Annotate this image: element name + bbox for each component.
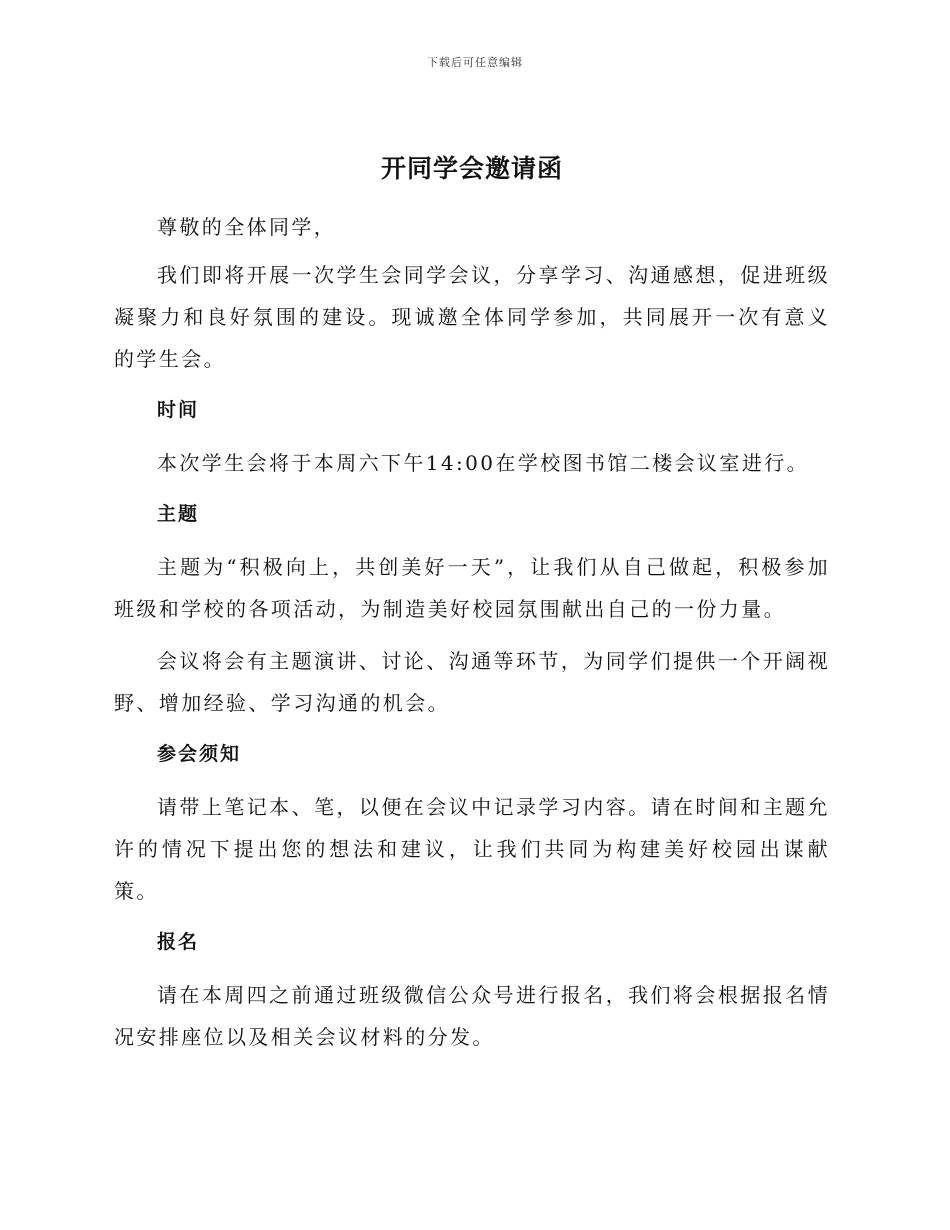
section-paragraph: 请在本周四之前通过班级微信公众号进行报名，我们将会根据报名情况安排座位以及相关会议材料的分发。 xyxy=(114,983,830,1049)
section-registration xyxy=(114,922,830,1058)
section-heading: 报名 xyxy=(157,931,200,953)
salutation: 尊敬的全体同学， xyxy=(157,215,337,239)
page-header-note: 下载后可任意编辑 xyxy=(427,56,523,69)
document-body xyxy=(114,152,830,1068)
section-notice xyxy=(114,734,830,912)
section-time xyxy=(114,390,830,484)
section-heading: 参会须知 xyxy=(157,743,242,765)
section-heading: 主题 xyxy=(157,503,200,525)
section-paragraph: 主题为“积极向上，共创美好一天”，让我们从自己做起，积极参加班级和学校的各项活动，为制造美好校园氛围献出自己的一份力量。 xyxy=(114,555,830,621)
section-heading: 时间 xyxy=(157,399,200,421)
section-theme xyxy=(114,494,830,724)
section-paragraph: 请带上笔记本、笔，以便在会议中记录学习内容。请在时间和主题允许的情况下提出您的想法和建议，让我们共同为构建美好校园出谋献策。 xyxy=(114,795,830,903)
intro-paragraph: 我们即将开展一次学生会同学会议，分享学习、沟通感想，促进班级凝聚力和良好氛围的建设。现诚邀全体同学参加，共同展开一次有意义的学生会。 xyxy=(114,263,830,371)
section-paragraph: 本次学生会将于本周六下午14:00在学校图书馆二楼会议室进行。 xyxy=(157,451,810,475)
section-paragraph: 会议将会有主题演讲、讨论、沟通等环节，为同学们提供一个开阔视野、增加经验、学习沟通的机会。 xyxy=(114,649,830,715)
document-title: 开同学会邀请函 xyxy=(380,154,563,183)
